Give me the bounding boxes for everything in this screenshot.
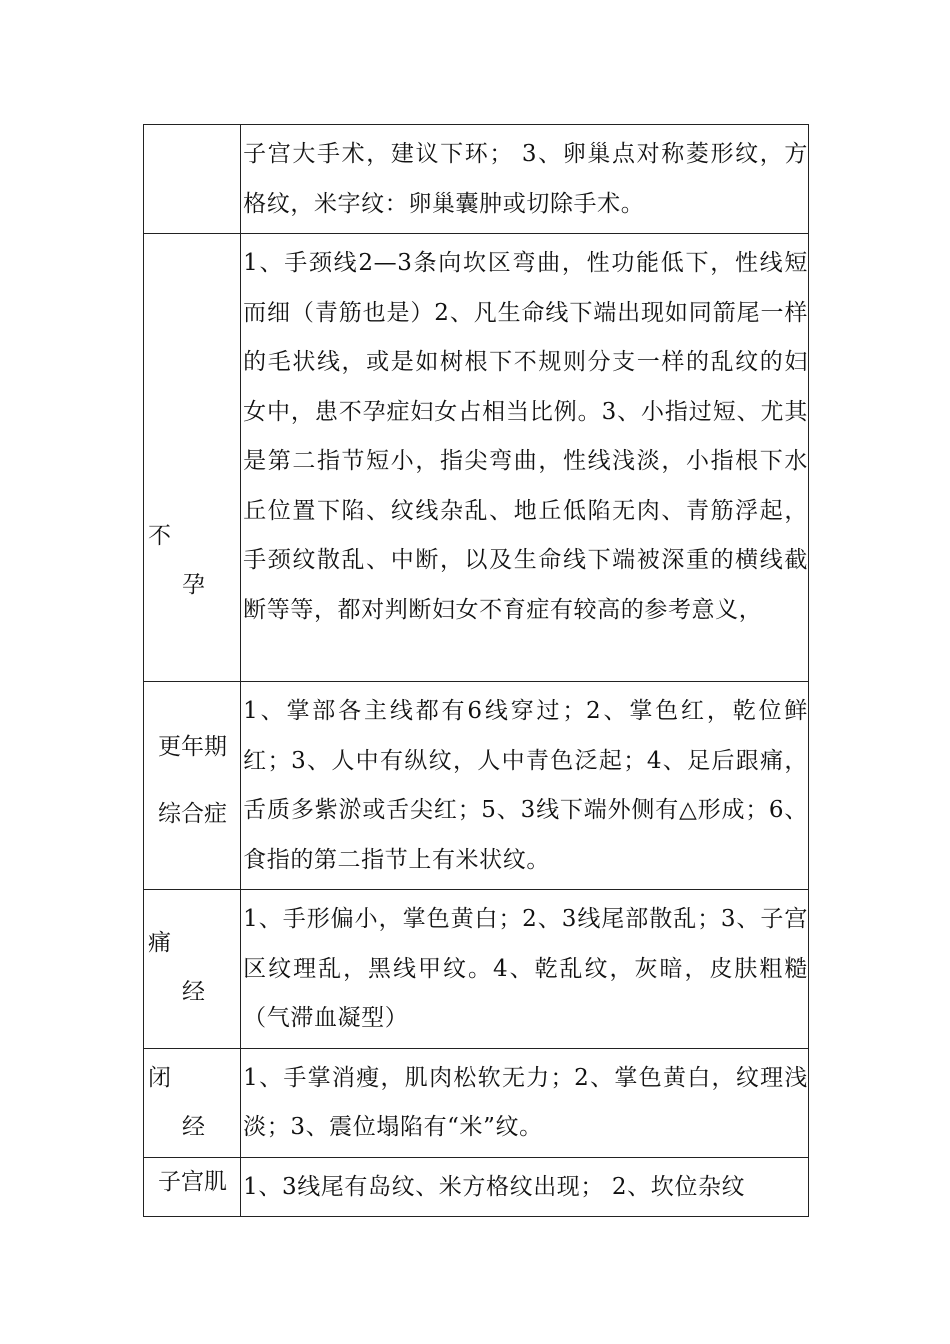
- row-label-line: 经: [182, 1113, 205, 1140]
- row-label-line: 综合症: [158, 801, 227, 827]
- row-label-line: 子宫肌: [158, 1168, 227, 1195]
- row-label: [144, 1066, 240, 1140]
- row-content-cell: 1、手掌消瘦，肌肉松软无力；2、掌色黄白，纹理浅淡；3、震位塌陷有“米”纹。: [241, 1048, 809, 1157]
- row-label-cell: [144, 682, 241, 890]
- row-content-cell: 1、3线尾有岛纹、米方格纹出现； 2、坎位杂纹: [241, 1157, 809, 1217]
- row-label-line: 痛: [148, 930, 171, 956]
- row-content-cell: 子宫大手术，建议下环； 3、卵巢点对称菱形纹，方格纹，米字纹：卵巢囊肿或切除手术。: [241, 125, 809, 234]
- row-content-cell: 1、手形偏小，掌色黄白；2、3线尾部散乱；3、子宫区纹理乱，黑线甲纹。4、乾乱纹，灰暗，皮肤粗糙（气滞血凝型）: [241, 890, 809, 1049]
- row-label-cell: [144, 1157, 241, 1217]
- row-label: [144, 524, 240, 598]
- row-content-cell: 1、掌部各主线都有6线穿过；2、掌色红，乾位鲜红；3、人中有纵纹，人中青色泛起；4、足后跟痛，舌质多紫淤或舌尖红；5、3线下端外侧有△形成；6、食指的第二指节上有米状纹。: [241, 682, 809, 890]
- table-row: [144, 682, 809, 890]
- row-label-cell: [144, 890, 241, 1049]
- row-label-line: 经: [182, 979, 205, 1005]
- row-label: [144, 735, 240, 827]
- row-label: [144, 1170, 240, 1195]
- row-label-line: 不: [148, 523, 171, 549]
- table-row: [144, 234, 809, 682]
- row-label-line: 闭: [148, 1064, 171, 1091]
- row-content-cell: 1、手颈线2—3条向坎区弯曲，性功能低下，性线短而细（青筋也是）2、凡生命线下端出现如同箭尾一样的毛状线，或是如树根下不规则分支一样的乱纹的妇女中，患不孕症妇女占相当比例。3、小指过短、尤其是第二指节短小，指尖弯曲，性线浅淡，小指根下水丘位置下陷、纹线杂乱、地丘低陷无肉、青筋浮起，手颈纹散乱、中断，以及生命线下端被深重的横线截断等等，都对判断妇女不育症有较高的参考意义，: [241, 234, 809, 682]
- row-label-cell: [144, 1048, 241, 1157]
- row-label: [144, 931, 240, 1005]
- row-label-cell: [144, 234, 241, 682]
- table-row: [144, 1157, 809, 1217]
- row-label-cell: [144, 125, 241, 234]
- table-row: [144, 890, 809, 1049]
- document-table: [143, 124, 809, 1217]
- table-row: [144, 125, 809, 234]
- row-label-line: 孕: [182, 572, 205, 598]
- table-row: [144, 1048, 809, 1157]
- row-label-line: 更年期: [158, 734, 227, 760]
